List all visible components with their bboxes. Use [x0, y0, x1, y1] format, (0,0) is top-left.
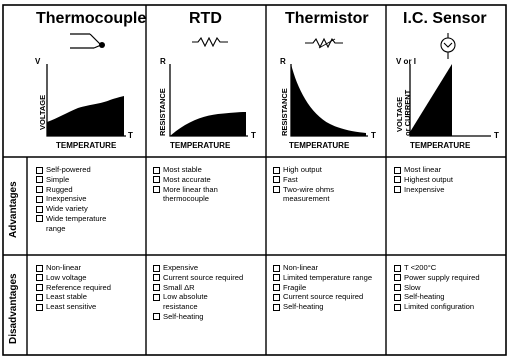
list-item: Fast [273, 175, 383, 185]
ic-sensor-curve [410, 64, 452, 136]
y-axis-label-secondary: or CURRENT [403, 89, 412, 136]
list-item: Two-wire ohms measurement [273, 185, 383, 205]
list-item: Self-heating [394, 292, 506, 302]
list-item: Inexpensive [394, 185, 504, 195]
column-title: Thermocouple [36, 10, 147, 27]
y-axis-label: RESISTANCE [280, 88, 289, 136]
column-title: I.C. Sensor [403, 10, 487, 27]
list-item: Least stable [36, 292, 144, 302]
x-axis-letter: T [128, 131, 133, 140]
rtd-curve [170, 112, 246, 136]
y-axis-top-letter: R [160, 57, 166, 66]
y-axis-top-letter: V [35, 57, 41, 66]
list-item: Reference required [36, 283, 144, 293]
list-item: More linear than thermocouple [153, 185, 261, 205]
list-item: Current source required [153, 273, 263, 283]
list-item: Rugged [36, 185, 144, 195]
list-item: Expensive [153, 263, 263, 273]
advantages-list [153, 165, 261, 204]
thermocouple-curve [47, 96, 124, 136]
disadvantages-list [36, 263, 144, 312]
list-item: Non-linear [36, 263, 144, 273]
list-item: Most stable [153, 165, 261, 175]
advantages-list [394, 165, 504, 194]
list-item: Low absolute resistance [153, 292, 263, 312]
x-axis-label: TEMPERATURE [56, 141, 117, 150]
x-axis-label: TEMPERATURE [170, 141, 231, 150]
column-title: RTD [189, 10, 222, 27]
y-axis-label: VOLTAGE [395, 96, 404, 132]
advantages-list [36, 165, 144, 234]
list-item: Most linear [394, 165, 504, 175]
list-item: Simple [36, 175, 144, 185]
list-item: Fragile [273, 283, 383, 293]
list-item: Least sensitive [36, 302, 144, 312]
x-axis-letter: T [251, 131, 256, 140]
list-item: T <200°C [394, 263, 506, 273]
disadvantages-list [394, 263, 506, 312]
list-item: Inexpensive [36, 194, 144, 204]
list-item: Most accurate [153, 175, 261, 185]
list-item: Current source required [273, 292, 383, 302]
x-axis-letter: T [371, 131, 376, 140]
x-axis-letter: T [494, 131, 499, 140]
list-item: Slow [394, 283, 506, 293]
y-axis-label: RESISTANCE [158, 88, 167, 136]
list-item: High output [273, 165, 383, 175]
list-item: Self-powered [36, 165, 144, 175]
x-axis-label: TEMPERATURE [289, 141, 350, 150]
list-item: Wide variety [36, 204, 144, 214]
disadvantages-list [153, 263, 263, 322]
list-item: Self-heating [273, 302, 383, 312]
list-item: Wide temperature range [36, 214, 144, 234]
list-item: Highest output [394, 175, 504, 185]
row-label-disadvantages: Disadvantages [8, 273, 19, 344]
list-item: Limited temperature range [273, 273, 383, 283]
list-item: Small ΔR [153, 283, 263, 293]
column-title: Thermistor [285, 10, 369, 27]
y-axis-label: VOLTAGE [38, 94, 47, 130]
row-label-advantages: Advantages [8, 181, 19, 238]
x-axis-label: TEMPERATURE [410, 141, 471, 150]
list-item: Low voltage [36, 273, 144, 283]
y-axis-top-letter: R [280, 57, 286, 66]
disadvantages-list [273, 263, 383, 312]
list-item: Non-linear [273, 263, 383, 273]
list-item: Power supply required [394, 273, 506, 283]
list-item: Limited configuration [394, 302, 506, 312]
y-axis-top-letter: V or I [396, 57, 417, 66]
list-item: Self-heating [153, 312, 263, 322]
advantages-list [273, 165, 383, 204]
response-curves [0, 0, 509, 160]
thermistor-curve [291, 64, 366, 136]
